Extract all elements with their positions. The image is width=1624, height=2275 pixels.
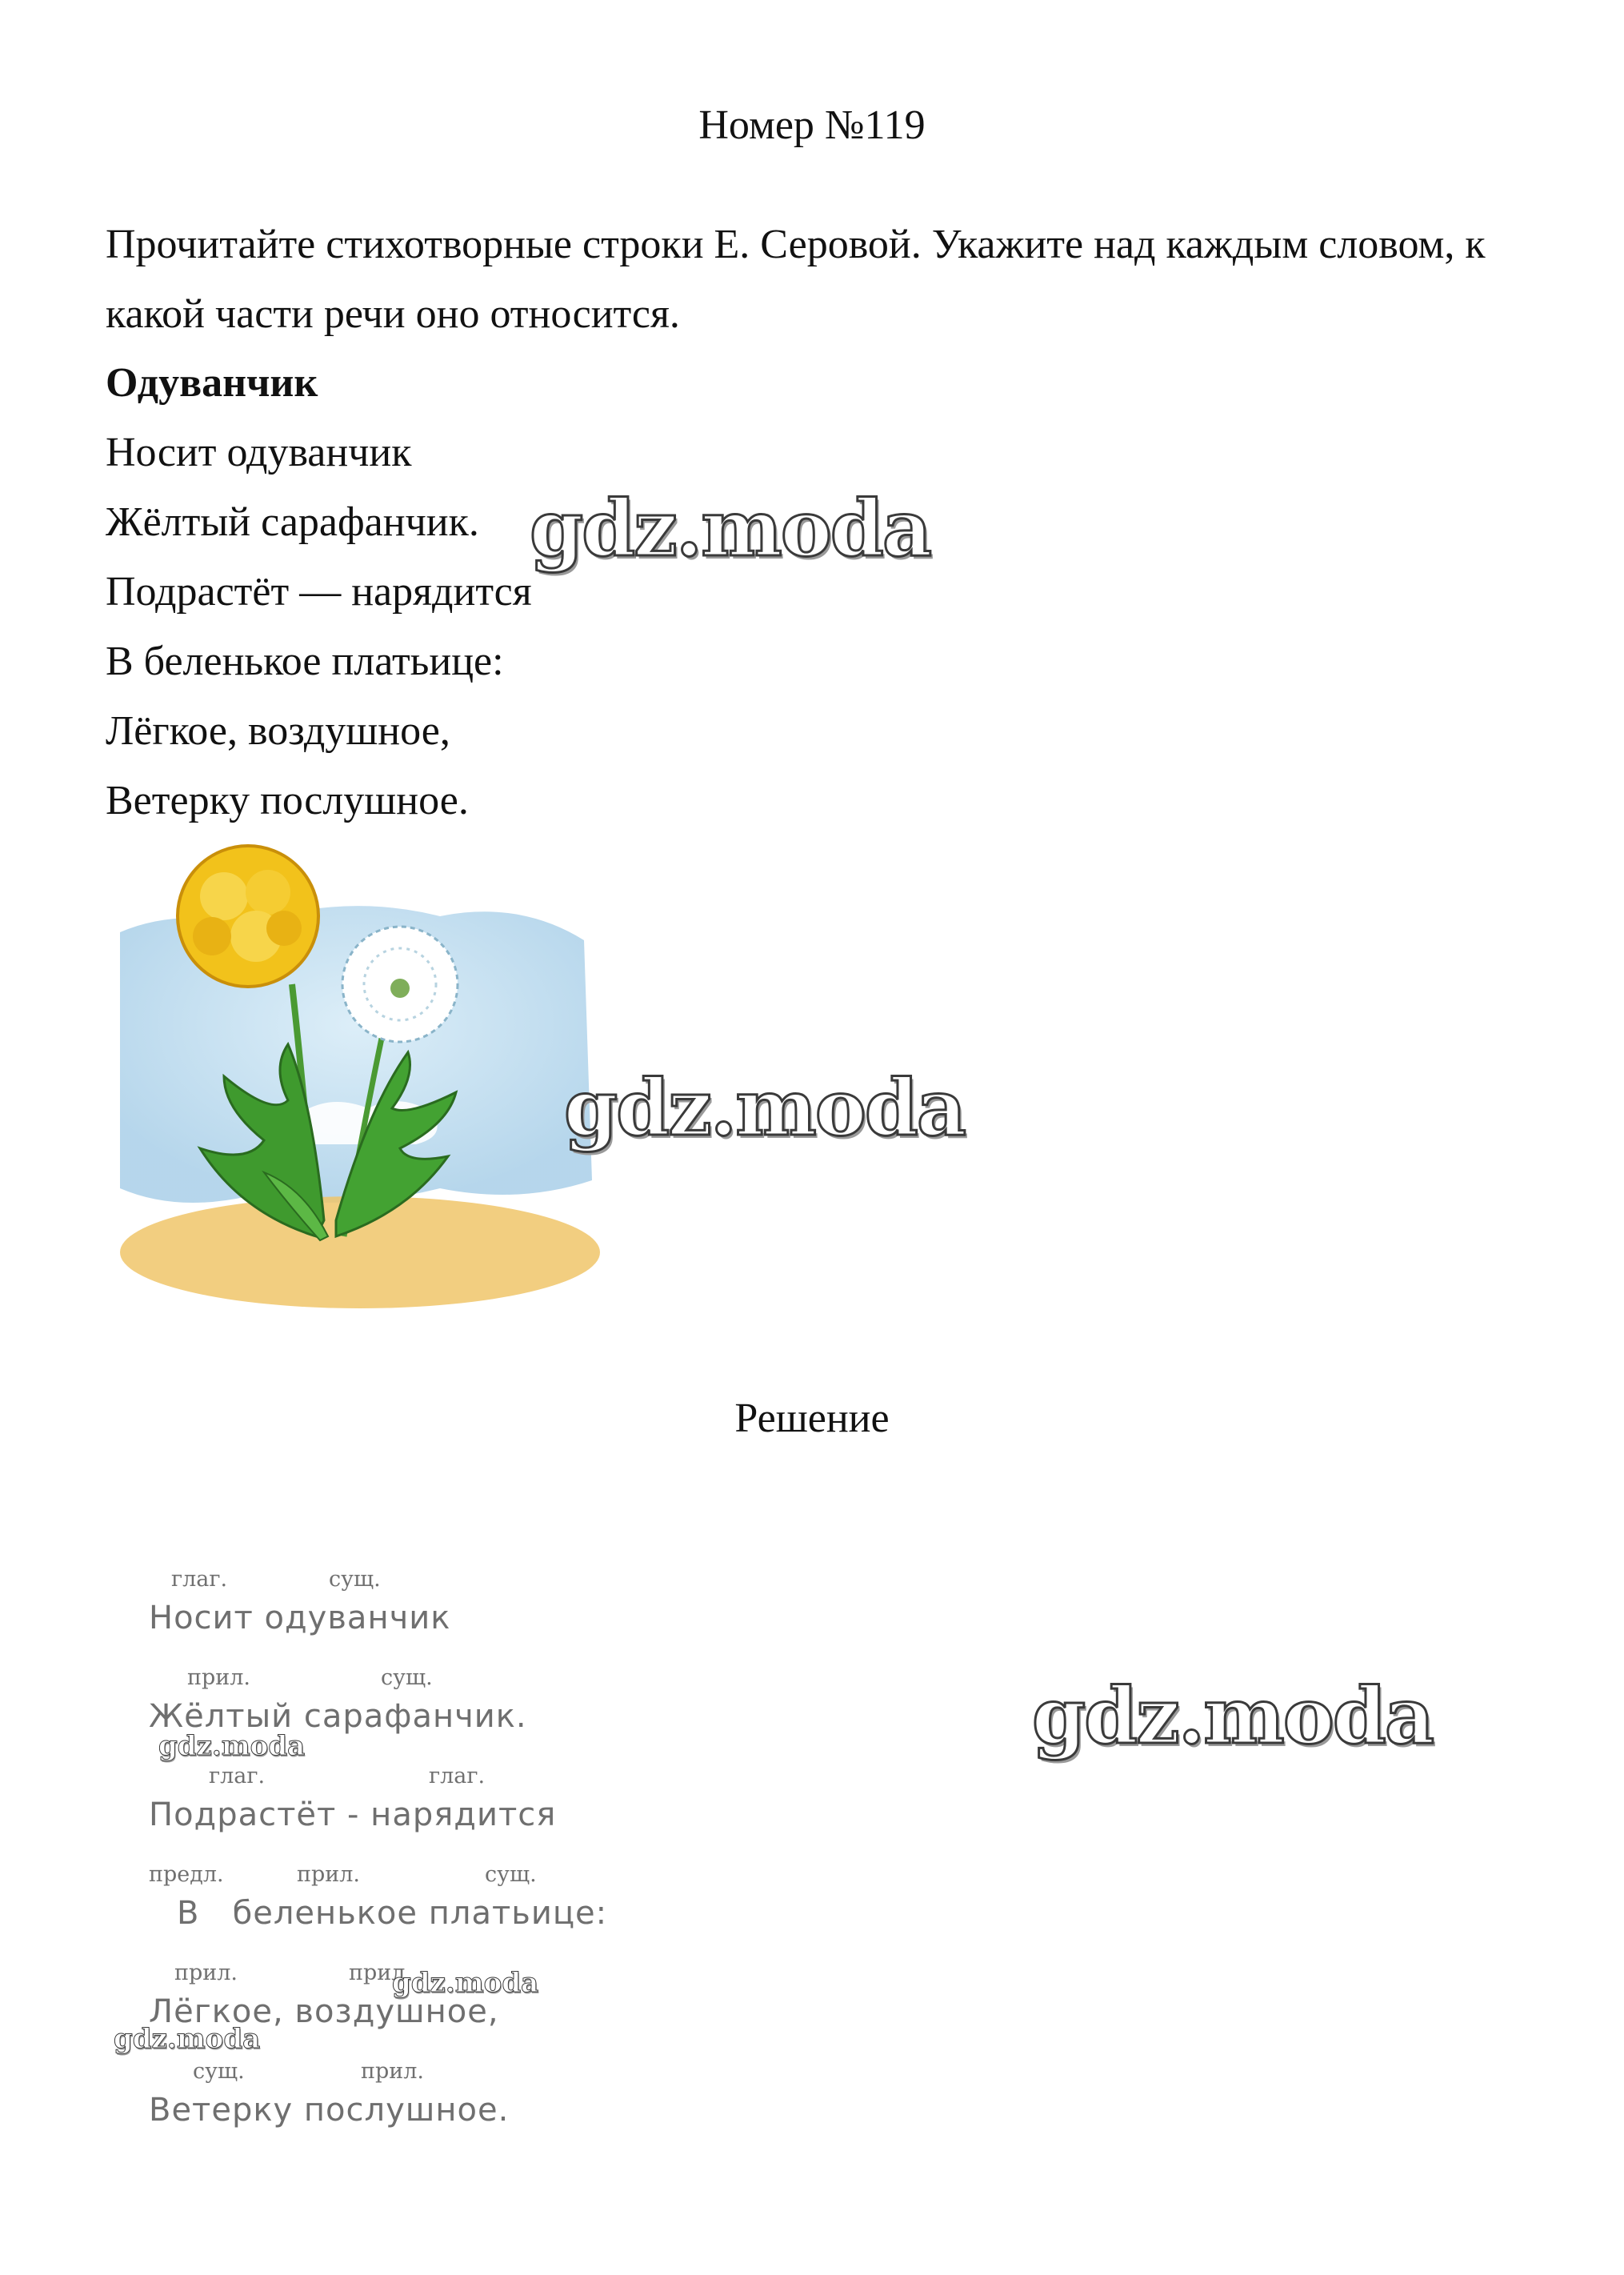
solution-line: Ветерку послушное. — [149, 2092, 510, 2129]
part-of-speech-tag: сущ. — [381, 1665, 433, 1690]
part-of-speech-tag: прил. — [297, 1862, 361, 1887]
part-of-speech-tag: прил. — [187, 1665, 251, 1690]
task-instruction: Прочитайте стихотворные строки Е. Серовой. Укажите над каждым словом, к какой части речи оно относится. — [106, 222, 1486, 337]
part-of-speech-tag: сущ. — [485, 1862, 537, 1887]
poem-line: В беленькое платьице: — [106, 639, 504, 684]
part-of-speech-tag: прил. — [349, 1961, 413, 1985]
watermark: gdz.moda — [564, 1063, 966, 1153]
solution-line: Лёгкое, воздушное, — [149, 1993, 499, 2030]
part-of-speech-tag: прил. — [174, 1961, 238, 1985]
part-of-speech-tag: глаг. — [171, 1567, 228, 1592]
part-of-speech-tag: глаг. — [429, 1764, 486, 1788]
solution-line: Подрастёт - нарядится — [149, 1796, 557, 1833]
solution-line: Носит одуванчик — [149, 1600, 451, 1636]
part-of-speech-tag: прил. — [361, 2059, 425, 2084]
solution-line: Жёлтый сарафанчик. — [149, 1698, 527, 1735]
poem-line: Подрастёт — нарядится — [106, 569, 532, 615]
poem-line: Ветерку послушное. — [106, 778, 469, 823]
seed-head — [342, 927, 458, 1042]
watermark: gdz.moda — [530, 483, 931, 574]
poem-title: Одуванчик — [106, 360, 318, 406]
flower-head — [178, 846, 318, 987]
poem-line: Лёгкое, воздушное, — [106, 708, 450, 754]
part-of-speech-tag: сущ. — [329, 1567, 381, 1592]
poem-line: Носит одуванчик — [106, 430, 412, 475]
watermark: gdz.moda — [114, 2023, 261, 2055]
poem — [106, 418, 532, 835]
solution-heading: Решение — [734, 1396, 890, 1441]
part-of-speech-tag: предл. — [149, 1862, 224, 1887]
watermark: gdz.moda — [158, 1730, 306, 1762]
solution-line: В беленькое платьице: — [177, 1895, 608, 1932]
watermark: gdz.moda — [392, 1967, 539, 1999]
poem-line: Жёлтый сарафанчик. — [106, 499, 479, 545]
page-title: Номер №119 — [698, 102, 926, 148]
dandelion-illustration — [104, 836, 616, 1332]
part-of-speech-tag: глаг. — [209, 1764, 266, 1788]
watermark: gdz.moda — [1032, 1671, 1434, 1761]
part-of-speech-tag: сущ. — [193, 2059, 245, 2084]
